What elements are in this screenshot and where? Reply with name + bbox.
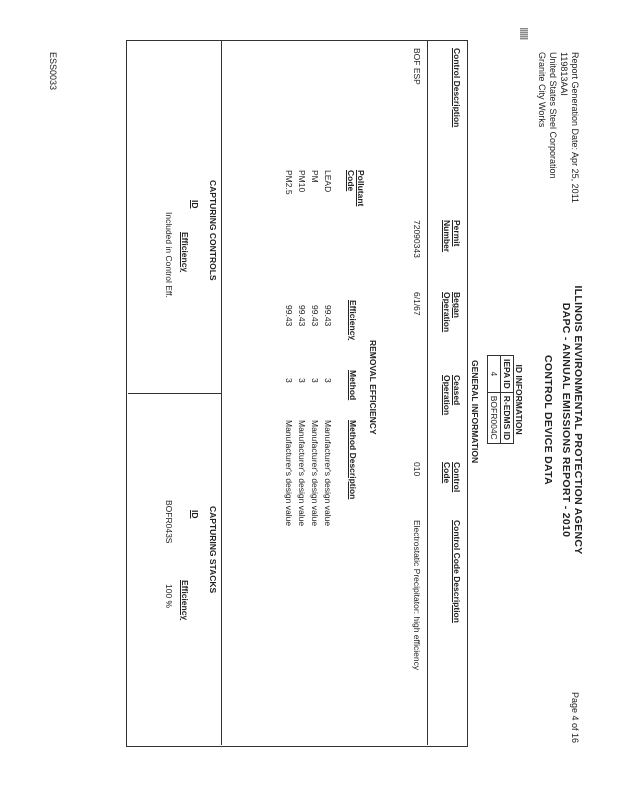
pollutant-code-row: PM [310,170,320,183]
redms-id-header: R-EDMS ID [501,392,514,443]
method-list [282,378,334,383]
id-information-block [487,355,524,444]
capturing-stacks-id-value: BOFR043S [164,500,174,544]
capturing-stacks-efficiency-value: 100 % [164,584,174,609]
pollutant-code-header: Pollutant Code [346,170,366,207]
general-information-title: GENERAL INFORMATION [470,360,480,464]
control-description-value: BOF ESP [412,48,422,85]
efficiency-row: 99.43 [297,305,307,327]
scan-mark-icon [520,28,528,40]
control-description-header: Control Description [452,48,462,128]
ceased-operation-header: Ceased Operation [442,375,462,416]
efficiency-header: Efficiency [348,300,358,341]
method-row: 3 [310,378,320,383]
report-title: DAPC - ANNUAL EMISSIONS REPORT - 2010 [560,302,572,538]
control-code-description-value: Electrostatic Precipitator: high efficiency [412,520,422,671]
control-code-value: 010 [412,462,422,477]
capturing-split [128,393,222,394]
pollutant-list [282,170,334,195]
iepa-id-header: IEPA ID [501,356,514,393]
removal-efficiency-title: REMOVAL EFFICIENCY [368,340,378,435]
pollutant-code-row: PM2.5 [284,170,294,195]
method-row: 3 [323,378,333,383]
control-code-description-header: Control Code Description [452,520,462,623]
facility-name: Granite City Works [537,52,547,128]
page-number: Page 4 of 16 [570,692,580,744]
method-row: 3 [284,378,294,383]
began-operation-value: 6/1/67 [412,292,422,316]
bates-number: ESS0033 [48,52,58,91]
began-operation-header: Began Operation [442,292,462,333]
method-header: Method [348,370,358,401]
capturing-controls-efficiency-header: Efficiency [180,232,190,273]
method-description-row: Manufacturer's design value [310,420,320,527]
permit-number-value: 72090343 [412,220,422,258]
pollutant-code-row: LEAD [323,170,333,193]
capturing-controls-efficiency-value: Included in Control Eff. [164,212,174,298]
method-description-list [282,420,334,526]
efficiency-row: 99.43 [284,305,294,327]
efficiency-row: 99.43 [323,305,333,327]
method-description-row: Manufacturer's design value [323,420,333,527]
redms-id-value: BOFR004C [488,392,501,443]
agency-title: ILLINOIS ENVIRONMENTAL PROTECTION AGENCY [572,285,584,555]
method-description-header: Method Description [348,420,358,500]
pollutant-code-row: PM10 [297,170,307,193]
method-row: 3 [297,378,307,383]
header-left-block [536,52,580,203]
method-description-row: Manufacturer's design value [297,420,307,527]
method-description-row: Manufacturer's design value [284,420,294,527]
facility-number: 119813AAI [559,52,569,96]
header-row-divider [427,40,428,745]
report-generation-date: Report Generation Date: Apr 25, 2011 [570,52,580,203]
permit-number-header: Permit Number [442,220,462,253]
capturing-controls-id-header: ID [190,200,200,209]
iepa-id-value: 4 [488,356,501,393]
company-name: United States Steel Corporation [548,52,558,179]
id-information-title: ID INFORMATION [514,364,524,435]
id-information-table [487,355,514,444]
section-title: CONTROL DEVICE DATA [542,355,554,485]
efficiency-row: 99.43 [310,305,320,327]
capturing-stacks-id-header: ID [190,510,200,519]
control-code-header: Control Code [442,462,462,493]
efficiency-list [282,305,334,326]
capturing-controls-title: CAPTURING CONTROLS [208,180,218,281]
header-center-block [542,280,584,560]
capturing-stacks-title: CAPTURING STACKS [208,506,218,594]
capturing-stacks-efficiency-header: Efficiency [180,580,190,621]
